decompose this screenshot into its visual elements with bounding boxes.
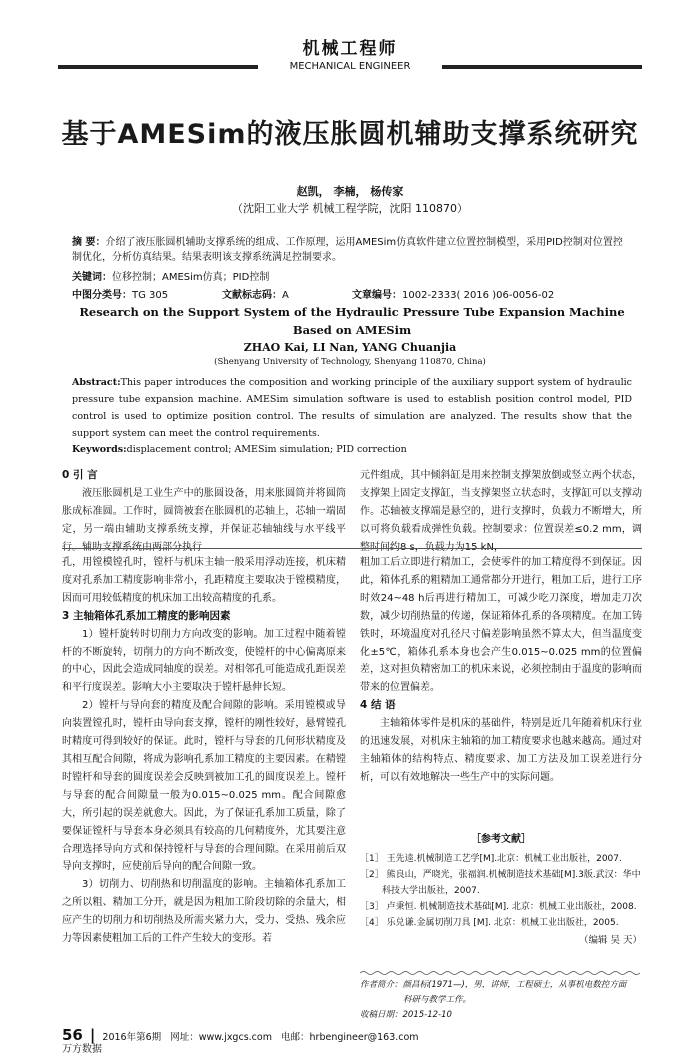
reference-item: ［1］ 王先逵.机械制造工艺学[M].北京：机械工业出版社，2007.	[360, 854, 622, 864]
affiliation-cn: （沈阳工业大学 机械工程学院，沈阳 110870）	[232, 202, 468, 215]
keywords-cn-label: 关键词：	[72, 272, 112, 283]
paper-title-cn: 基于AMESim的液压胀圆机辅助支撑系统研究	[61, 119, 639, 150]
footer-separator: |	[89, 1026, 96, 1044]
reference-item: ［4］ 乐兑谦.金属切削刀具 [M]. 北京：机械工业出版社，2005.	[360, 918, 619, 928]
author-bio-line: 科研与教学工作。	[403, 995, 472, 1005]
affiliation-en: (Shenyang University of Technology, Shenyang 110870, China)	[214, 357, 486, 367]
article-no-value: 1002-2333( 2016 )06-0056-02	[402, 290, 555, 301]
abstract-en	[72, 374, 632, 442]
section-divider	[62, 548, 642, 549]
editor-note: （编辑 吴 天）	[578, 935, 642, 946]
abstract-cn-label: 摘 要：	[72, 237, 106, 248]
body-paragraph: 1）镗杆旋转时切削力方向改变的影响。加工过程中随着镗杆的不断旋转，切削力的方向不断改变，使镗杆的中心偏离原来的中心，因此会造成同轴度的误差。对相邻孔可能造成孔距误差和平行度误差。影响大小主要取决于镗杆悬伸长短。	[62, 628, 346, 694]
paper-title-en: Research on the Support System of the Hydraulic Pressure Tube Expansion Machine Based on AMESim	[79, 305, 625, 337]
clc-value: TG 305	[132, 290, 169, 301]
page-footer	[62, 1026, 419, 1044]
body-paragraph: 2）镗杆与导向套的精度及配合间隙的影响。采用镗模或导向装置镗孔时，镗杆由导向套支撑，镗杆的刚性较好，悬臂镗孔时精度可得到较好的保证。此时，镗杆与导套的几何形状精度及其相互配合间隙，将成为影响孔系加工精度的主要因素。在精镗时镗杆和导套的圆度误差会反映到被加工孔的圆度误差上。镗杆与导套的配合间隙量一般为0.015~0.025 mm。配合间隙愈大，所引起的误差就愈大。因此，为了保证孔系加工质量，除了要保证镗杆与导套本身必须具有较高的几何精度外，尤其要注意合理选择导向方式和保持镗杆与导套的合理间隙。在采用前后双导向支撑时，应使前后导向的配合间隙一致。	[62, 700, 346, 873]
wavy-divider	[360, 970, 642, 976]
keywords-en-text: displacement control; AMESim simulation; PID correction	[126, 444, 407, 455]
section-heading-intro: 0 引 言	[62, 469, 98, 481]
body-column-right	[360, 554, 642, 787]
header-rule-right	[442, 65, 642, 69]
journal-name-en: MECHANICAL ENGINEER	[289, 61, 411, 72]
website-label: 网址：www.jxgcs.com	[170, 1032, 272, 1043]
doc-code-label: 文献标志码：	[222, 290, 282, 301]
intro-paragraph-continued: 元件组成，其中倾斜缸是用来控制支撑架放倒或竖立两个状态，支撑架上固定支撑缸，当支撑架竖立状态时，支撑缸可以支撑动作。芯轴被支撑端是悬空的，进行支撑时，负载力不断增大，所以可将负载看成弹性负载。控制要求：位置误差≤0.2 mm，调整时间约8 s，负载力为15 kN，	[360, 470, 642, 553]
abstract-en-label: Abstract:	[72, 377, 121, 388]
authors-en: ZHAO Kai, LI Nan, YANG Chuanjia	[243, 341, 457, 354]
references	[360, 832, 642, 949]
author-bio-line: 作者简介：颜昌标(1971—)，男，讲师，工程硕士，从事机电数控方面	[360, 980, 627, 990]
journal-header	[0, 34, 700, 74]
issue-label: 2016年第6期	[102, 1032, 162, 1043]
keywords-en-label: Keywords:	[72, 444, 127, 455]
article-no-label: 文章编号：	[352, 290, 402, 301]
abstract-en-text: This paper introduces the composition and working principle of the auxiliary support system of hydraulic pressure tube expansion machine. AMESim simulation software is used to establish position control model, PID control is used to optimize position control. The results of simulation are analyzed. The results show that the support system can meet the control requirements.	[72, 377, 632, 439]
watermark-brand: 万方数据	[62, 1044, 102, 1055]
keywords-cn-text: 位移控制；AMESim仿真；PID控制	[112, 272, 270, 283]
intro-column-left	[62, 467, 346, 557]
authors-cn: 赵凯， 李楠， 杨传家	[296, 185, 404, 198]
keywords-en	[72, 444, 632, 455]
received-date: 收稿日期：2015-12-10	[360, 1010, 452, 1020]
body-paragraph: 3）切削力、切削热和切削温度的影响。主轴箱体孔系加工之所以粗、精加工分开，就是因为粗加工阶段切除的余量大，相应产生的切削力和切削热及所需夹紧力大，受力、受热、残余应力等因素使粗加工后的工件产生较大的变形。若	[62, 879, 346, 945]
section-heading-3: 3 主轴箱体孔系加工精度的影响因素	[62, 609, 231, 622]
keywords-cn	[72, 268, 632, 283]
references-title: ［参考文献］	[471, 834, 531, 845]
body-paragraph: 主轴箱体零件是机床的基础件，特别是近几年随着机床行业的迅速发展，对机床主轴箱的加工精度要求也越来越高。通过对主轴箱体的结构特点、精度要求、加工方法及加工误差进行分析，可以有效地解决一些生产中的实际问题。	[360, 718, 642, 783]
intro-paragraph: 液压胀圆机是工业生产中的胀圆设备，用来胀圆筒并将圆筒胀成标准圆。工作时，圆筒被套在胀圆机的芯轴上，芯轴一端固定，另一端由辅助支撑系统支撑，并保证芯轴轴线与水平线平行。辅助支撑系统由两部分执行	[62, 487, 346, 553]
body-column-left	[62, 554, 346, 948]
journal-en-row	[0, 60, 700, 74]
body-paragraph: 孔，用镗模镗孔时，镗杆与机床主轴一般采用浮动连接，机床精度对孔系加工精度影响非常小，孔距精度主要取决于镗模精度，因而可用较低精度的机床加工出较高精度的孔系。	[62, 557, 346, 604]
body-paragraph: 粗加工后立即进行精加工，会使零件的加工精度得不到保证。因此，箱体孔系的粗精加工通常都分开进行，粗加工后，进行工序时效24~48 h后再进行精加工，可减少吃刀深度，增加走刀次数，减少切削热量的传递，保证箱体孔系的各项精度。在加工铸铁时，环境温度对孔径尺寸偏差影响虽然不算太大，但当温度变化±5℃，箱体孔系本身也会产生0.015~0.025 mm的位置偏差，这对担负精密加工的机床来说，必须控制由于温度的影响而带来的位置偏差。	[360, 557, 642, 694]
classification-row	[72, 286, 632, 301]
abstract-cn-text: 介绍了液压胀圆机辅助支撑系统的组成、工作原理，运用AMESim仿真软件建立位置控制模型，采用PID控制对位置控制优化，分析仿真结果。结果表明该支撑系统满足控制要求。	[72, 237, 623, 263]
abstract-cn	[72, 235, 632, 265]
journal-name-cn: 机械工程师	[302, 39, 398, 59]
author-bio	[360, 978, 642, 1023]
doc-code-value: A	[282, 290, 289, 301]
reference-item: ［3］ 卢秉恒. 机械制造技术基础[M]. 北京：机械工业出版社，2008.	[360, 902, 637, 912]
clc-label: 中图分类号：	[72, 290, 132, 301]
section-heading-4: 4 结 语	[360, 699, 396, 712]
email-label: 电邮：hrbengineer@163.com	[281, 1032, 419, 1043]
reference-item: ［2］ 熊良山，严晓光，张福润.机械制造技术基础[M].3版.武汉：华中科技大学出版社，2007.	[360, 870, 641, 896]
page-number: 56	[62, 1026, 83, 1044]
intro-column-right	[360, 467, 642, 557]
